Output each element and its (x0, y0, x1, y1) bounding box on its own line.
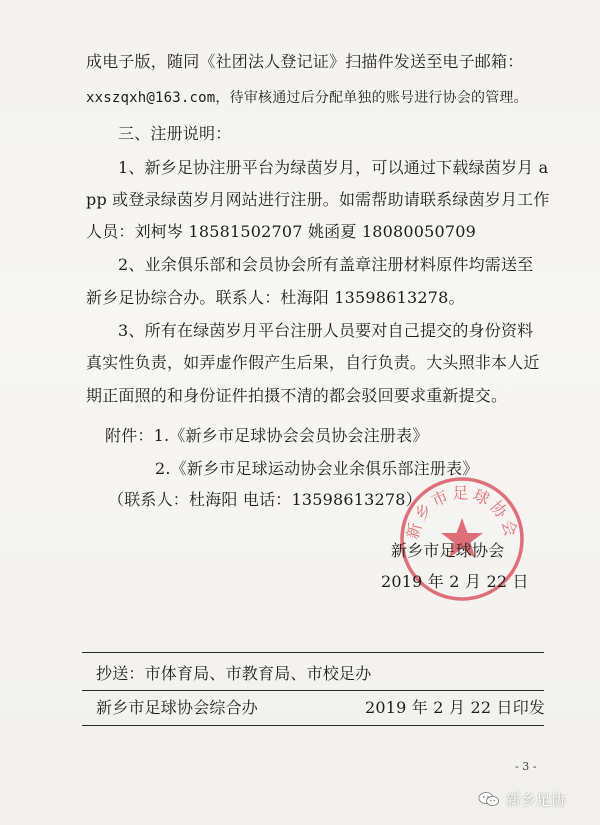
wechat-icon (478, 791, 500, 807)
footer-rule-top (82, 652, 544, 653)
footer-cc: 抄送：市体育局、市教育局、市校足办 (96, 664, 372, 683)
body-line-4: 1、新乡足协注册平台为绿茵岁月，可以通过下载绿茵岁月 a (118, 158, 549, 177)
attachment-line-1: 附件：1.《新乡市足球协会会员协会注册表》 (105, 426, 429, 445)
attachment-line-2: 2.《新乡市足球运动协会业余俱乐部注册表》 (155, 459, 479, 478)
signature-org: 新乡市足球协会 (391, 541, 505, 560)
footer-issue-date: 2019 年 2 月 22 日印发 (365, 698, 546, 717)
watermark-text: 新乡足协 (506, 790, 567, 809)
attachment-contact: （联系人：杜海阳 电话：13598613278） (108, 490, 422, 509)
body-line-11: 期正面照的和身份证件拍摄不清的都会驳回要求重新提交。 (86, 386, 508, 405)
footer-issuer: 新乡市足球协会综合办 (96, 698, 259, 717)
body-line-8: 新乡足协综合办。联系人：杜海阳 13598613278。 (86, 288, 465, 307)
seal-text: 新乡市足球协会 (402, 483, 522, 542)
page-number: - 3 - (515, 760, 537, 773)
body-line-6: 人员：刘柯岑 18581502707 姚函夏 18080050709 (86, 222, 477, 241)
body-line-7: 2、业余俱乐部和会员协会所有盖章注册材料原件均需送至 (118, 255, 534, 274)
body-line-2: xxszqxh@163.com，待审核通过后分配单独的账号进行协会的管理。 (86, 90, 528, 106)
signature-date: 2019 年 2 月 22 日 (381, 572, 529, 591)
body-line-5: pp 或登录绿茵岁月网站进行注册。如需帮助请联系绿茵岁月工作 (86, 190, 550, 209)
body-line-10: 真实性负责，如弄虚作假产生后果，自行负责。大头照非本人近 (86, 353, 540, 372)
section-heading-registration: 三、注册说明： (118, 124, 232, 143)
body-line-1: 成电子版，随同《社团法人登记证》扫描件发送至电子邮箱： (86, 52, 524, 71)
body-line-9: 3、所有在绿茵岁月平台注册人员要对自己提交的身份资料 (118, 321, 534, 340)
account-watermark (478, 788, 566, 810)
footer-rule-middle (82, 690, 544, 691)
footer-rule-bottom (82, 725, 544, 726)
